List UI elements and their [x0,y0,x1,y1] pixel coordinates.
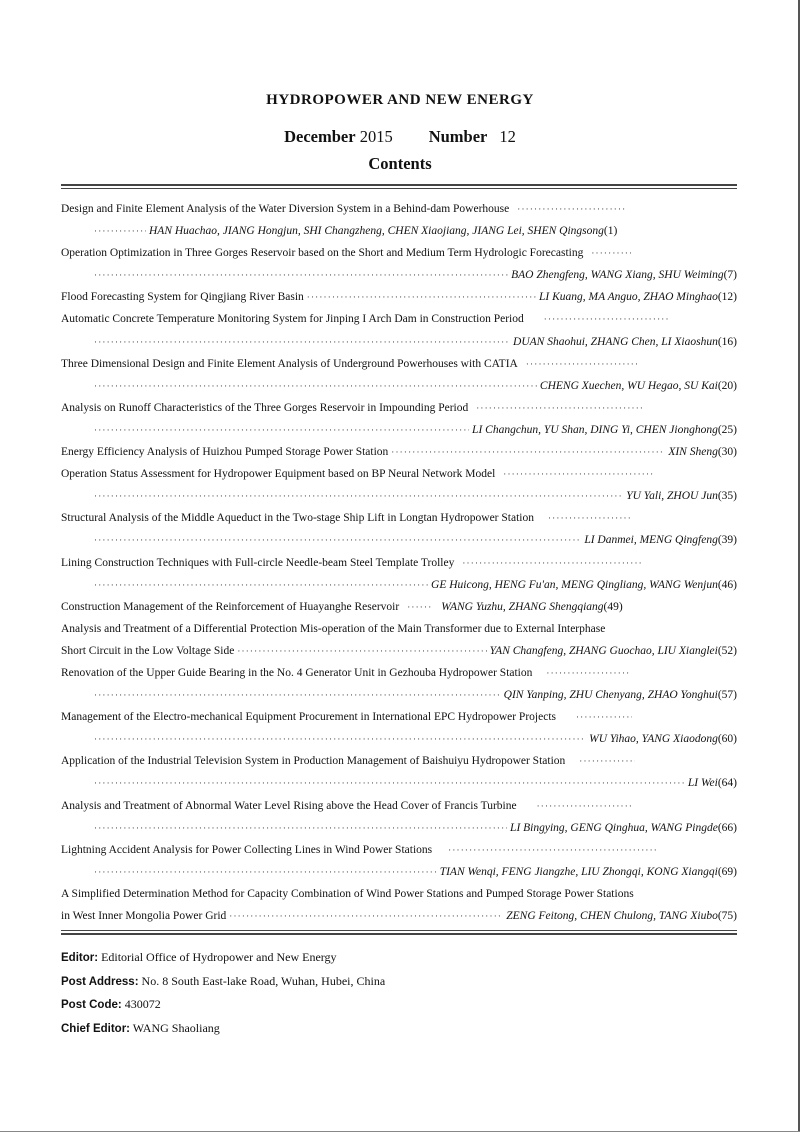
toc-entry-title[interactable]: Design and Finite Element Analysis of the Water Diversion System in a Behind-dam Powerhouse ····· [61,198,737,220]
postcode-line: Post Code: 430072 [61,997,161,1011]
page-number: (1) [603,225,618,238]
toc-entry-continued: in West Inner Mongolia Power Grid ····· ZENG Feitong, CHEN Chulong, TANG Xiubo (75) [61,905,737,927]
contents-heading: Contents [368,154,432,173]
page-number: (69) [717,865,737,878]
journal-title: HYDROPOWER AND NEW ENERGY [266,92,534,108]
page-number: (20) [717,379,737,392]
toc-entry-authors: ····· CHENG Xuechen, WU Hegao, SU Kai (20) [61,375,737,397]
toc-entry-title[interactable]: Structural Analysis of the Middle Aqueduct in the Two-stage Ship Lift in Longtan Hydropower Station ····· [61,507,737,529]
page-number: (25) [717,423,737,436]
toc-entry-title[interactable]: Automatic Concrete Temperature Monitoring System for Jinping I Arch Dam in Construction Period ····· [61,308,737,330]
page-number: (7) [723,269,737,282]
toc-entry[interactable]: Construction Management of the Reinforcement of Huayanghe Reservoir ····· WANG Yuzhu, ZHANG Shengqiang (49) [61,596,737,618]
page-number: (30) [717,446,737,459]
page-number: (49) [603,600,623,613]
issue-line [0,127,800,147]
toc-entry-authors: ····· LI Changchun, YU Shan, DING Yi, CHEN Jionghong (25) [61,419,737,441]
page-number: (39) [717,534,737,547]
page-number: (16) [717,335,737,348]
toc-entry-authors: ····· LI Danmei, MENG Qingfeng (39) [61,529,737,551]
bottom-rule-thin [61,930,737,931]
toc-entry-authors: ····· BAO Zhengfeng, WANG Xiang, SHU Weiming (7) [61,264,737,286]
toc-entry-title[interactable]: Operation Optimization in Three Gorges Reservoir based on the Short and Medium Term Hydrologic Forecasting ····· [61,242,737,264]
page-number: (64) [717,777,737,790]
toc-entry-title[interactable]: Operation Status Assessment for Hydropower Equipment based on BP Neural Network Model ····· [61,463,737,485]
issue-number-label: Number [428,127,488,146]
page-number: (52) [717,644,737,657]
page-number: (46) [717,578,737,591]
page-number: (60) [717,733,737,746]
toc-entry[interactable]: Energy Efficiency Analysis of Huizhou Pumped Storage Power Station ····· XIN Sheng (30) [61,441,737,463]
page-number: (35) [717,490,737,503]
toc-entry-authors: ····· QIN Yanping, ZHU Chenyang, ZHAO Yonghui (57) [61,684,737,706]
toc-entry-title[interactable]: Application of the Industrial Television System in Production Management of Baishuiyu Hydropower Station ····· [61,750,737,772]
page-number: (12) [717,291,737,304]
page-number: (66) [717,821,737,834]
address-line: Post Address: No. 8 South East-lake Road, Wuhan, Hubei, China [61,973,386,988]
toc-entry[interactable]: Flood Forecasting System for Qingjiang River Basin ····· LI Kuang, MA Anguo, ZHAO Minghao (12) [61,286,737,308]
toc-entry-authors: ····· DUAN Shaohui, ZHANG Chen, LI Xiaoshun (16) [61,331,737,353]
chief-editor-line: Chief Editor: WANG Shaoliang [61,1020,220,1035]
issue-number: 12 [499,127,516,146]
toc-entry-authors: ····· GE Huicong, HENG Fu'an, MENG Qingliang, WANG Wenjun (46) [61,574,737,596]
masthead-footer [61,946,737,1040]
toc-entry-authors: ····· LI Wei (64) [61,772,737,794]
toc-entry-authors: ····· YU Yali, ZHOU Jun (35) [61,485,737,507]
toc-entry-title[interactable]: Analysis and Treatment of Abnormal Water Level Rising above the Head Cover of Francis Turbine ····· [61,795,737,817]
toc-entry-authors: ····· LI Bingying, GENG Qinghua, WANG Pingde (66) [61,817,737,839]
page-number: (75) [717,910,737,922]
toc-entry-title[interactable]: Renovation of the Upper Guide Bearing in the No. 4 Generator Unit in Gezhouba Hydropower Station ····· [61,662,737,684]
toc-entry-authors: ····· HAN Huachao, JIANG Hongjun, SHI Changzheng, CHEN Xiaojiang, JIANG Lei, SHEN Qingsong (1) [61,220,737,242]
toc-entry-title[interactable]: Three Dimensional Design and Finite Element Analysis of Underground Powerhouses with CATIA ····· [61,353,737,375]
issue-month: December [284,127,356,146]
bottom-rule [61,933,737,935]
toc-entry-continued: Short Circuit in the Low Voltage Side ····· YAN Changfeng, ZHANG Guochao, LIU Xianglei (52) [61,640,737,662]
toc-entry-title[interactable]: Analysis on Runoff Characteristics of the Three Gorges Reservoir in Impounding Period ····· [61,397,737,419]
toc-entry-title[interactable]: Lightning Accident Analysis for Power Collecting Lines in Wind Power Stations ····· [61,839,737,861]
top-rule-thin [61,188,737,189]
toc-entry-authors: ····· TIAN Wenqi, FENG Jiangzhe, LIU Zhongqi, KONG Xiangqi (69) [61,861,737,883]
toc-entry-title[interactable]: Management of the Electro-mechanical Equipment Procurement in International EPC Hydropower Projects ····· [61,706,737,728]
toc-entry-title[interactable]: A Simplified Determination Method for Capacity Combination of Wind Power Stations and Pumped Storage Power Stations [61,887,634,900]
editor-line: Editor: Editorial Office of Hydropower and New Energy [61,950,337,964]
toc-entry-authors: ····· WU Yihao, YANG Xiaodong (60) [61,728,737,750]
toc-entry-title[interactable]: Analysis and Treatment of a Differential Protection Mis-operation of the Main Transformer due to External Interphase [61,622,606,635]
toc-entry-title[interactable]: Lining Construction Techniques with Full-circle Needle-beam Steel Template Trolley ····· [61,552,737,574]
table-of-contents [61,198,737,927]
page-number: (57) [717,689,737,702]
top-rule [61,184,737,186]
issue-year: 2015 [359,127,393,146]
